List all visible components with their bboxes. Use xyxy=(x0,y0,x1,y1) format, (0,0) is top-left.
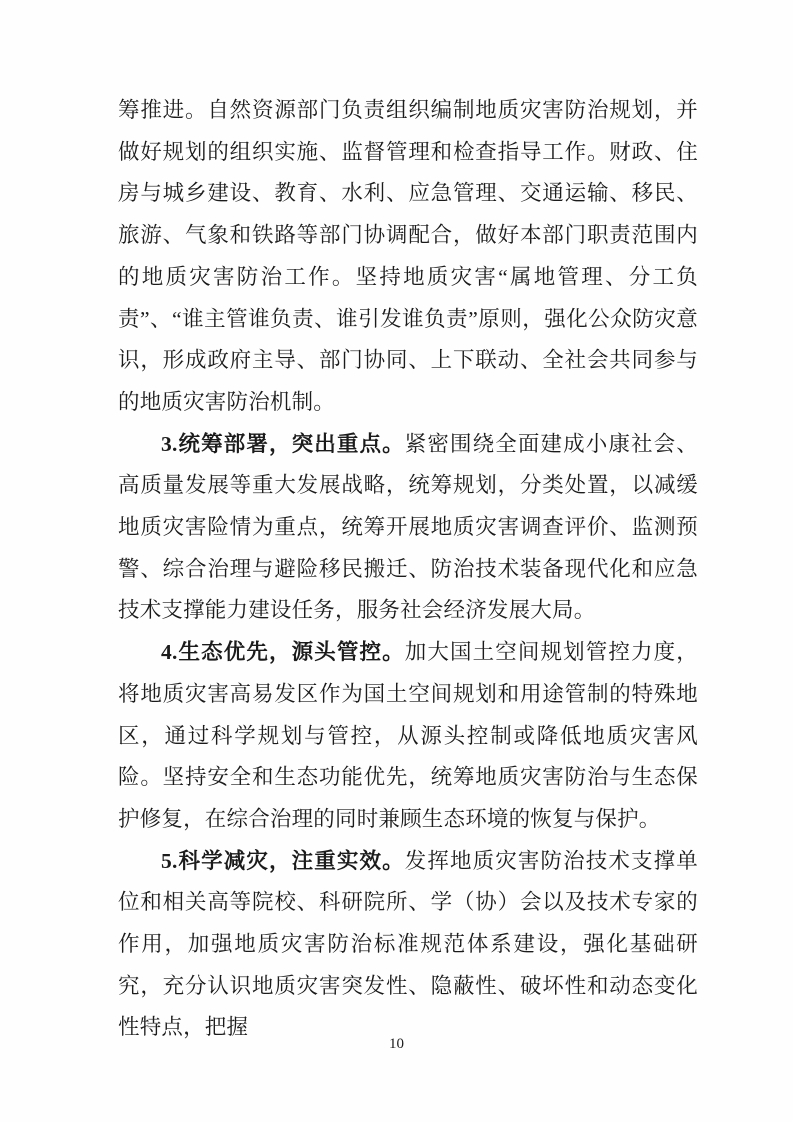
paragraph-text: 发挥地质灾害防治技术支撑单位和相关高等院校、科研院所、学（协）会以及技术专家的作用，加强地质灾害防治标准规范体系建设，强化基础研究，充分认识地质灾害突发性、隐蔽性、破坏性和动态变化性特点，把握 xyxy=(118,848,698,1040)
paragraph-lead: 4.生态优先，源头管控。 xyxy=(161,640,405,665)
paragraph-lead: 5.科学减灾，注重实效。 xyxy=(161,848,405,873)
paragraph-text: 加大国土空间规划管控力度，将地质灾害高易发区作为国土空间规划和用途管制的特殊地区，通过科学规划与管控，从源头控制或降低地质灾害风险。坚持安全和生态功能优先，统筹地质灾害防治与生态保护修复，在综合治理的同时兼顾生态环境的恢复与保护。 xyxy=(118,640,698,831)
paragraph-item-4 xyxy=(118,632,698,841)
paragraph-text: 筹推进。自然资源部门负责组织编制地质灾害防治规划，并做好规划的组织实施、监督管理和检查指导工作。财政、住房与城乡建设、教育、水利、应急管理、交通运输、移民、旅游、气象和铁路等部门协调配合，做好本部门职责范围内的地质灾害防治工作。坚持地质灾害“属地管理、分工负责”、“谁主管谁负责、谁引发谁负责”原则，强化公众防灾意识，形成政府主导、部门协同、上下联动、全社会共同参与的地质灾害防治机制。 xyxy=(118,98,698,414)
paragraph-item-3 xyxy=(118,424,698,633)
document-body xyxy=(118,90,698,1049)
paragraph-item-5 xyxy=(118,841,698,1050)
paragraph-continuation xyxy=(118,90,698,424)
paragraph-lead: 3.统筹部署，突出重点。 xyxy=(161,431,405,456)
page-number: 10 xyxy=(389,1036,404,1052)
paragraph-text: 紧密围绕全面建成小康社会、高质量发展等重大发展战略，统筹规划，分类处置，以减缓地质灾害险情为重点，统筹开展地质灾害调查评价、监测预警、综合治理与避险移民搬迁、防治技术装备现代化和应急技术支撑能力建设任务，服务社会经济发展大局。 xyxy=(118,431,698,623)
